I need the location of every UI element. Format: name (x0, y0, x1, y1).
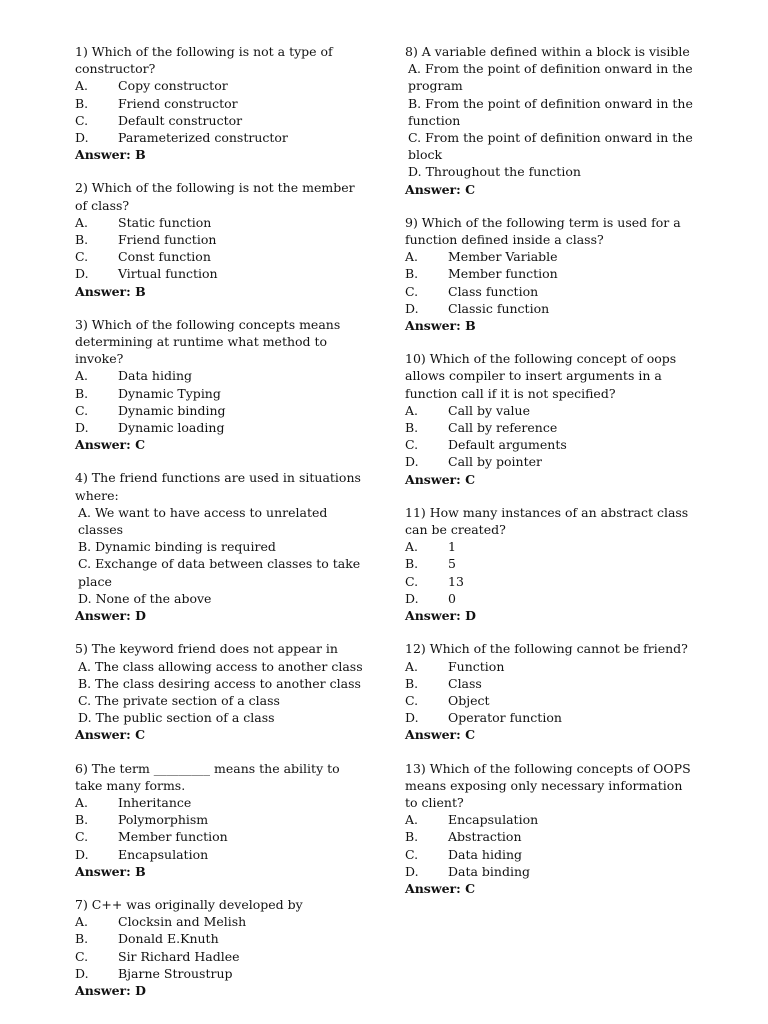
question-4 (75, 469, 365, 624)
option (405, 828, 695, 845)
option-letter: C. (75, 249, 89, 265)
left-column (75, 43, 365, 1015)
answer-label: Answer: C (405, 181, 476, 197)
option-text: Data hiding (118, 368, 193, 384)
option-text: 5 (448, 556, 456, 572)
option (405, 300, 695, 317)
option-letter: B. (75, 812, 89, 828)
option-letter: D. (405, 300, 419, 316)
question-text: 13) Which of the following concepts of OOPS means exposing only necessary information to client? (405, 760, 691, 810)
option (75, 709, 365, 726)
option (405, 60, 695, 94)
option-letter: C. (405, 846, 419, 862)
option-text: Copy constructor (118, 78, 228, 94)
option-letter: C. (405, 573, 419, 589)
question-text: 12) Which of the following cannot be friend? (405, 641, 688, 657)
option (405, 590, 695, 607)
answer-label: Answer: C (75, 727, 146, 743)
answer-label: Answer: C (405, 727, 476, 743)
option-letter: D. (78, 710, 92, 726)
option-text: Throughout the function (425, 164, 581, 180)
option-text: From the point of definition onward in the block (408, 130, 693, 163)
option-text: Member Variable (448, 249, 558, 265)
option-letter: B. (405, 556, 419, 572)
option-letter: D. (78, 590, 92, 606)
question-5 (75, 640, 365, 743)
question-text: 8) A variable defined within a block is visible (405, 44, 690, 59)
option-letter: A. (75, 368, 89, 384)
option (405, 419, 695, 436)
option (405, 95, 695, 129)
answer-label: Answer: B (75, 147, 146, 163)
answer-label: Answer: C (75, 437, 146, 453)
option-text: Exchange of data between classes to take place (78, 556, 361, 589)
option-text: Parameterized constructor (118, 130, 288, 146)
option-letter: A. (408, 61, 422, 77)
option-text: The class desiring access to another class (95, 675, 361, 691)
option-text: Friend constructor (118, 95, 238, 111)
option-letter: A. (78, 504, 92, 520)
option-letter: C. (75, 829, 89, 845)
question-text: 9) Which of the following term is used for a function defined inside a class? (405, 214, 681, 248)
question-3 (75, 316, 365, 454)
option-text: Const function (118, 249, 211, 265)
option-letter: A. (75, 794, 89, 810)
question-10 (405, 350, 695, 488)
option (75, 846, 365, 863)
option (405, 555, 695, 572)
question-7 (75, 896, 365, 999)
option-text: Encapsulation (448, 812, 539, 828)
option (405, 709, 695, 726)
option-text: Operator function (448, 710, 562, 726)
option (75, 214, 365, 231)
option-text: Inheritance (118, 794, 192, 810)
option-letter: D. (405, 590, 419, 606)
option (405, 658, 695, 675)
question-11 (405, 504, 695, 624)
option-text: Default arguments (448, 437, 567, 453)
option (75, 948, 365, 965)
answer-label: Answer: B (75, 283, 146, 299)
option (75, 112, 365, 129)
option (75, 402, 365, 419)
question-13 (405, 760, 695, 898)
question-text: 4) The friend functions are used in situations where: (75, 470, 361, 503)
option-letter: B. (405, 266, 419, 282)
option-text: Dynamic Typing (118, 385, 221, 401)
option-letter: C. (405, 437, 419, 453)
option-text: Sir Richard Hadlee (118, 948, 240, 964)
option (75, 538, 365, 555)
option (75, 504, 365, 538)
option-letter: A. (405, 658, 419, 674)
option (75, 658, 365, 675)
option-text: From the point of definition onward in the program (408, 61, 693, 94)
option (405, 692, 695, 709)
option-letter: B. (75, 931, 89, 947)
option-letter: B. (75, 385, 89, 401)
question-2 (75, 179, 365, 299)
option-letter: D. (75, 420, 89, 436)
option-letter: A. (75, 214, 89, 230)
option-text: We want to have access to unrelated classes (78, 504, 328, 538)
option-letter: B. (405, 829, 419, 845)
option-text: Data binding (448, 863, 531, 879)
option-text: Call by value (448, 402, 530, 418)
option-text: None of the above (95, 590, 212, 606)
option-text: 1 (448, 539, 456, 555)
answer-label: Answer: D (75, 608, 146, 624)
option-text: Default constructor (118, 112, 243, 128)
option-letter: D. (405, 863, 419, 879)
option (75, 555, 365, 589)
option (405, 811, 695, 828)
option (75, 675, 365, 692)
option-text: 0 (448, 590, 456, 606)
option-text: Dynamic binding (118, 402, 226, 418)
option (405, 436, 695, 453)
option-letter: A. (75, 78, 89, 94)
question-text: 5) The keyword friend does not appear in (75, 641, 338, 657)
answer-label: Answer: D (405, 608, 476, 624)
question-text: 7) C++ was originally developed by (75, 896, 303, 912)
option-text: Abstraction (448, 829, 522, 845)
option (75, 811, 365, 828)
option-text: Friend function (118, 232, 217, 248)
option (75, 367, 365, 384)
option-text: Function (448, 658, 505, 674)
option (75, 95, 365, 112)
option (75, 794, 365, 811)
option (405, 402, 695, 419)
option-letter: D. (408, 164, 422, 180)
option (405, 846, 695, 863)
option (75, 265, 365, 282)
option (75, 965, 365, 982)
question-6 (75, 760, 365, 880)
question-9 (405, 214, 695, 334)
option-text: Object (448, 692, 490, 708)
option-text: Dynamic loading (118, 420, 225, 436)
option (75, 590, 365, 607)
answer-label: Answer: B (405, 318, 476, 334)
answer-label: Answer: D (75, 982, 146, 998)
option-letter: C. (78, 556, 92, 572)
option (405, 129, 695, 163)
option-text: Call by pointer (448, 454, 542, 470)
option-text: The private section of a class (95, 692, 280, 708)
option-letter: B. (78, 675, 92, 691)
option (405, 538, 695, 555)
option-letter: A. (405, 402, 419, 418)
right-column (405, 43, 695, 913)
option-letter: B. (75, 232, 89, 248)
option-text: Static function (118, 214, 212, 230)
option-letter: D. (75, 130, 89, 146)
option-letter: D. (75, 846, 89, 862)
option-text: Member function (448, 266, 558, 282)
option-letter: B. (78, 539, 92, 555)
question-text: 1) Which of the following is not a type of constructor? (75, 44, 333, 77)
question-text: 10) Which of the following concept of oops allows compiler to insert arguments in a function call if it is not specified? (405, 351, 677, 401)
option-text: Data hiding (448, 846, 523, 862)
option-letter: D. (405, 710, 419, 726)
option-text: Classic function (448, 300, 550, 316)
option-text: Class function (448, 283, 539, 299)
option-letter: B. (405, 675, 419, 691)
option (405, 163, 695, 180)
option-text: Class (448, 675, 482, 691)
question-text: 2) Which of the following is not the member of class? (75, 180, 355, 213)
option-letter: C. (78, 692, 92, 708)
option-text: Member function (118, 829, 228, 845)
option-letter: D. (75, 266, 89, 282)
option (75, 77, 365, 94)
option (75, 248, 365, 265)
option-text: From the point of definition onward in the function (408, 95, 693, 128)
option (75, 231, 365, 248)
option-letter: A. (405, 539, 419, 555)
option (75, 129, 365, 146)
option-letter: C. (405, 692, 419, 708)
option-text: Donald E.Knuth (118, 931, 219, 947)
question-1 (75, 43, 365, 163)
option-letter: C. (405, 283, 419, 299)
option (75, 692, 365, 709)
answer-label: Answer: C (405, 471, 476, 487)
option-letter: D. (75, 965, 89, 981)
option-text: Dynamic binding is required (95, 539, 276, 555)
option (405, 283, 695, 300)
option-text: Encapsulation (118, 846, 209, 862)
option-text: Polymorphism (118, 812, 209, 828)
option-letter: D. (405, 454, 419, 470)
option (75, 828, 365, 845)
option-text: Call by reference (448, 420, 558, 436)
option-letter: B. (405, 420, 419, 436)
question-8 (405, 43, 695, 198)
option-letter: C. (75, 402, 89, 418)
option-letter: A. (75, 914, 89, 930)
option (405, 265, 695, 282)
option (405, 863, 695, 880)
option-letter: B. (408, 95, 422, 111)
question-text: 6) The term _________ means the ability to take many forms. (75, 760, 340, 793)
question-text: 3) Which of the following concepts means determining at runtime what method to invoke? (75, 316, 341, 367)
answer-label: Answer: C (405, 880, 476, 896)
option-letter: A. (405, 249, 419, 265)
option-text: Bjarne Stroustrup (118, 965, 233, 981)
option-letter: A. (405, 812, 419, 828)
answer-label: Answer: B (75, 863, 146, 879)
option (75, 385, 365, 402)
option-text: The class allowing access to another class (95, 658, 363, 674)
option (405, 453, 695, 470)
question-text: 11) How many instances of an abstract class can be created? (405, 504, 689, 538)
option-text: Clocksin and Melish (118, 914, 247, 930)
option (405, 248, 695, 265)
option-letter: A. (78, 658, 92, 674)
option-text: Virtual function (118, 266, 218, 282)
option (75, 930, 365, 947)
option-text: The public section of a class (95, 710, 275, 726)
option-letter: C. (75, 112, 89, 128)
option-text: 13 (448, 573, 464, 589)
option (405, 675, 695, 692)
option-letter: C. (408, 130, 422, 146)
question-12 (405, 640, 695, 743)
option (75, 419, 365, 436)
option (405, 573, 695, 590)
option-letter: C. (75, 948, 89, 964)
option (75, 913, 365, 930)
option-letter: B. (75, 95, 89, 111)
